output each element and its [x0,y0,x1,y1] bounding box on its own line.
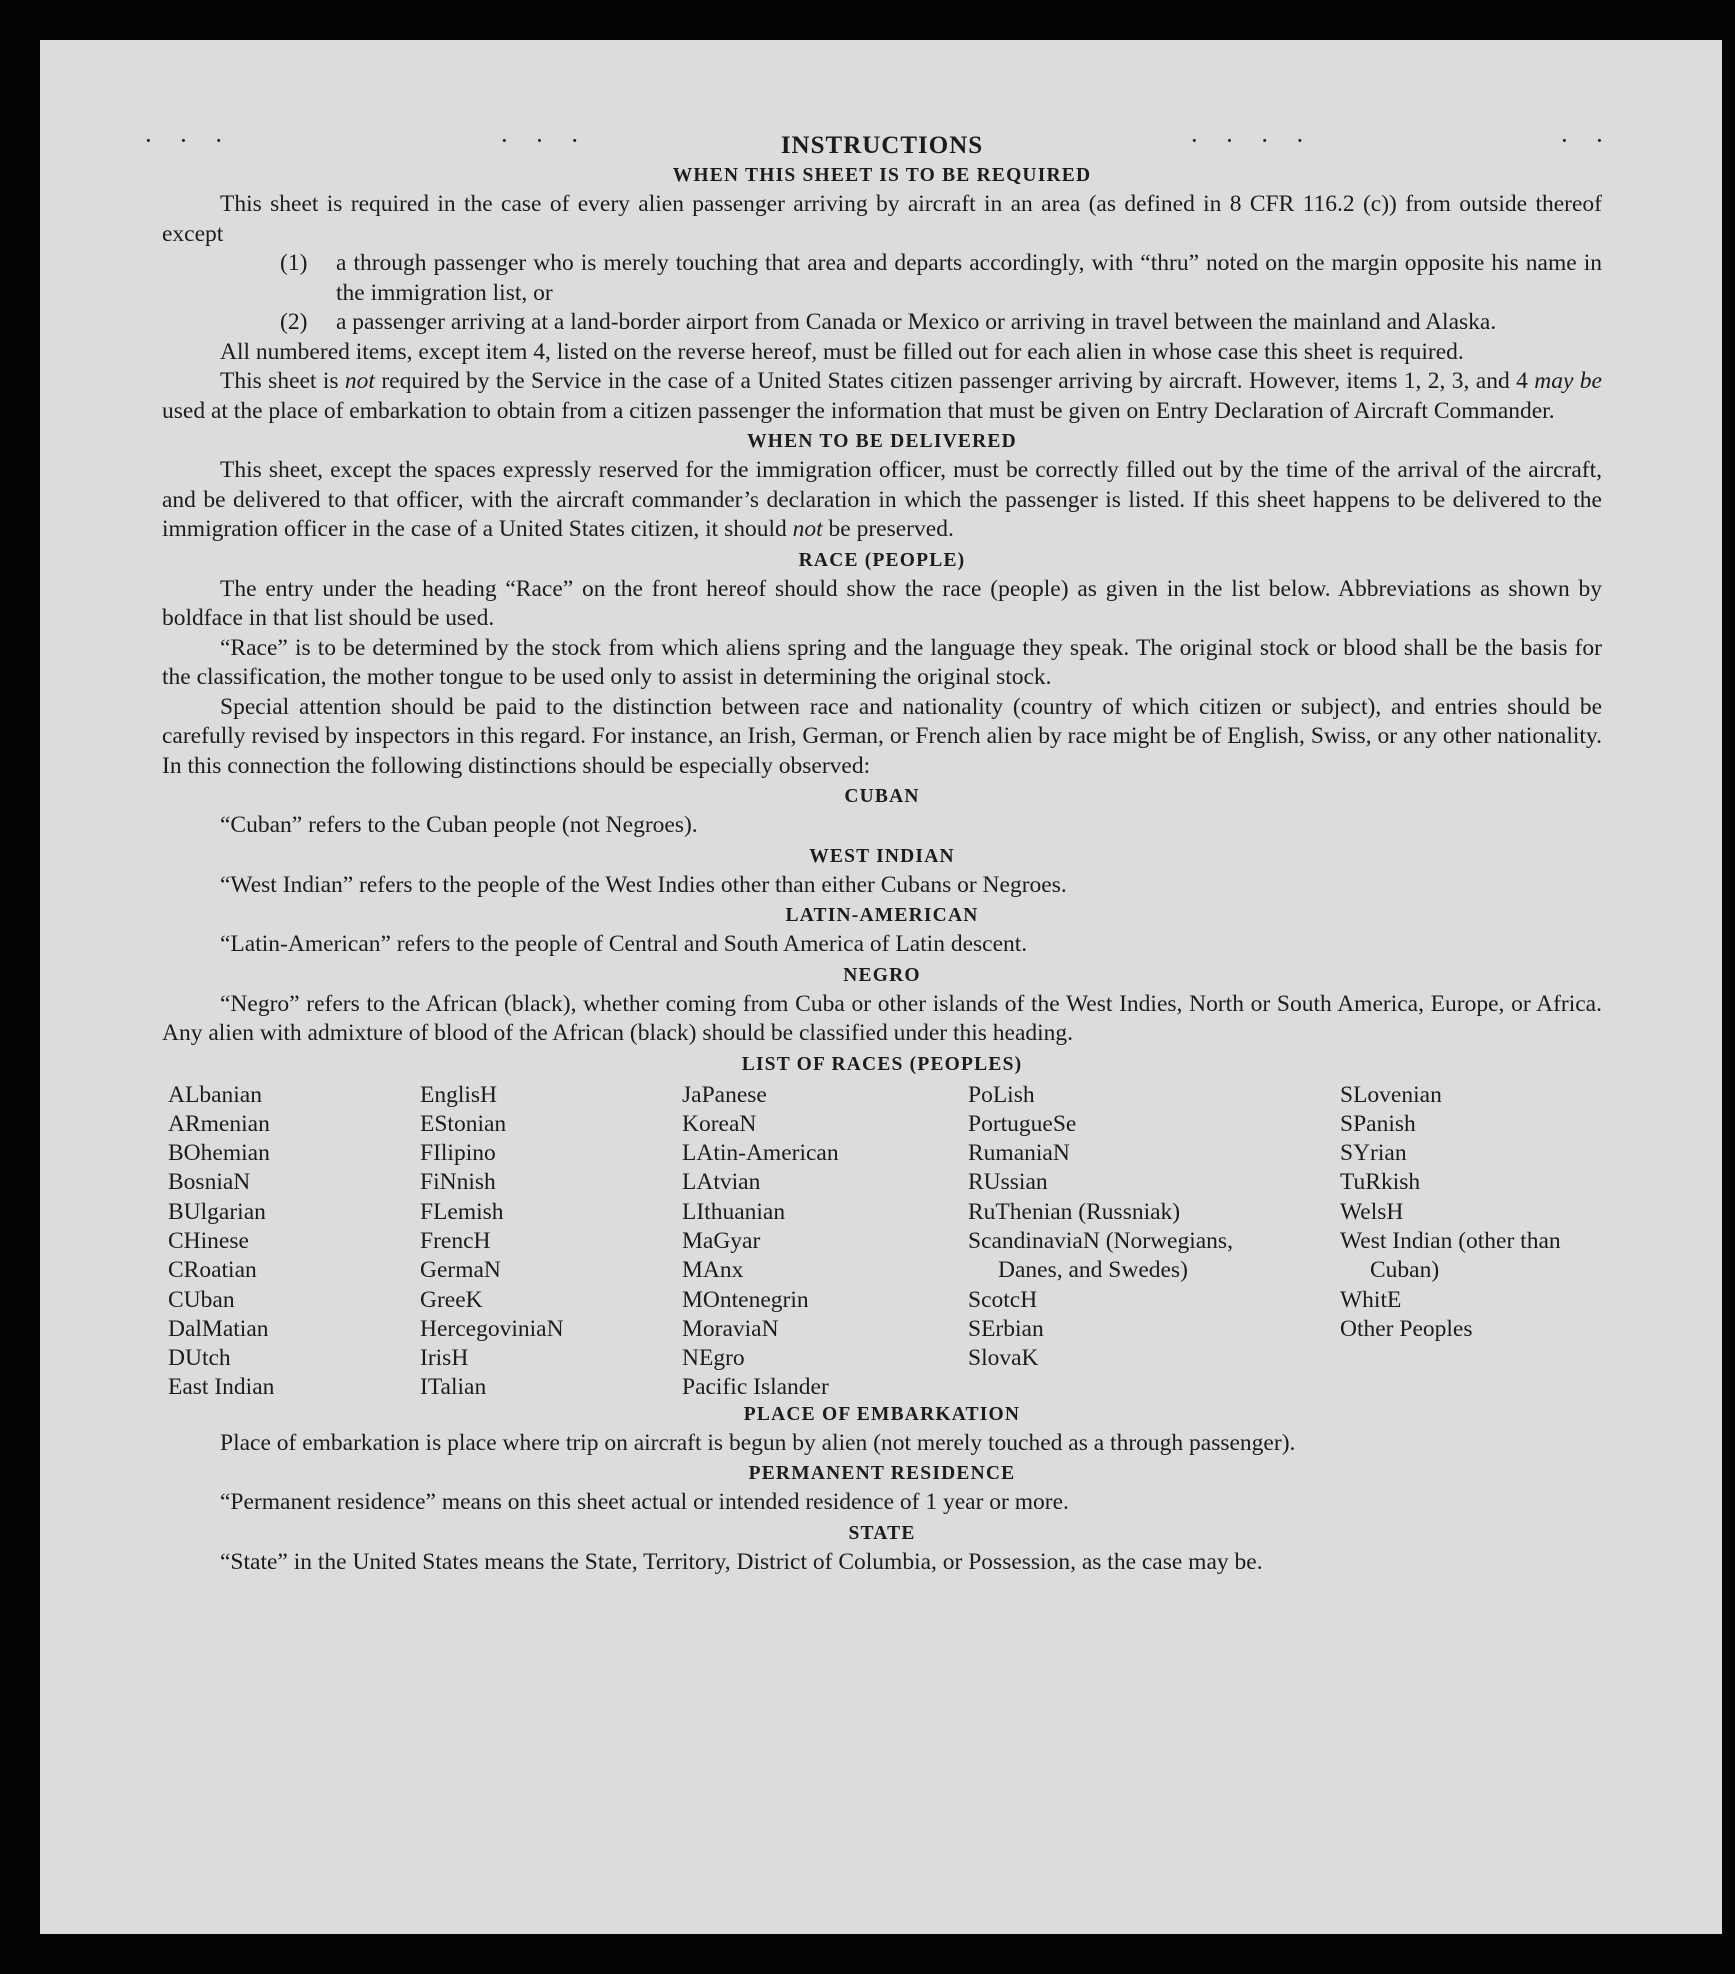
paragraph: “Latin-American” refers to the people of Central and South America of Latin descent. [220,931,1028,957]
emphasis: not [792,516,823,542]
race-item: LAtin-American [682,1140,839,1167]
race-item: WhitE [1340,1286,1402,1313]
heading-cuban: CUBAN [844,786,920,807]
race-item: SlovaK [968,1345,1039,1372]
race-item: GermaN [420,1257,501,1284]
heading-when-delivered: WHEN TO BE DELIVERED [747,431,1017,452]
race-item: DUtch [168,1345,231,1372]
text-run: be preserved. [822,516,954,542]
item-text: a through passenger who is merely touching that area and departs accordingly, with “thru” noted on the margin opposite his name in the immigration list, or [336,250,1602,306]
emphasis: may be [1534,368,1602,394]
page-title: INSTRUCTIONS [780,132,984,159]
race-item: PoLish [968,1081,1035,1108]
heading-state: STATE [848,1522,916,1544]
race-item: Pacific Islander [682,1374,829,1401]
race-item: IrisH [420,1345,469,1372]
race-item: West Indian (other than Cuban) [1340,1227,1561,1284]
race-item: JaPanese [682,1081,767,1108]
paragraph [162,367,1602,426]
heading-west-indian: WEST INDIAN [809,845,955,867]
race-item: CRoatian [168,1257,257,1284]
list-item [280,249,1602,308]
paragraph: All numbered items, except item 4, listed on the reverse hereof, must be filled out for each alien in whose case this sheet is required. [220,338,1464,365]
paragraph: Place of embarkation is place where trip on aircraft is begun by alien (not merely touched as a through passenger). [220,1429,1296,1456]
race-item: HercegoviniaN [420,1315,564,1342]
race-item: ScotcH [968,1286,1038,1313]
item-text: a passenger arriving at a land-border airport from Canada or Mexico or arriving in travel between the mainland and Alaska. [336,309,1497,335]
race-item: BosniaN [168,1169,251,1196]
race-item: DalMatian [168,1315,269,1342]
heading-embarkation: PLACE OF EMBARKATION [743,1403,1021,1425]
race-item: ALbanian [168,1081,262,1108]
paragraph: This sheet is required in the case of every alien passenger arriving by aircraft in an area (as defined in 8 CFR 116.2 (c)) from outside thereof except [162,191,1602,247]
race-item: MoraviaN [682,1315,779,1342]
page-dots: · · · [144,126,233,155]
race-item: ScandinaviaN (Norwegians, Danes, and Swedes) [968,1227,1233,1284]
race-item: RumaniaN [968,1140,1070,1167]
races-column-5 [1340,1081,1620,1345]
race-item: GreeK [420,1286,483,1313]
paragraph: “Cuban” refers to the Cuban people (not Negroes). [220,812,698,838]
race-item: MAnx [682,1257,744,1284]
list-item [280,308,1602,338]
race-item: PortugueSe [968,1110,1077,1137]
race-item: MaGyar [682,1227,761,1254]
item-number: (2) [280,309,308,335]
race-item: TuRkish [1340,1169,1421,1196]
page-dots: · · · [500,126,589,155]
race-item: KoreaN [682,1110,757,1137]
races-column-3 [682,1081,839,1403]
text-run: This sheet is [220,368,345,394]
heading-permanent-residence: PERMANENT RESIDENCE [748,1463,1016,1484]
race-item: Other Peoples [1340,1315,1473,1342]
paragraph: The entry under the heading “Race” on the front hereof should show the race (people) as given in the list below. Abbreviations as shown by boldface in that list should be used. [162,575,1602,631]
paragraph: “State” in the United States means the State, Territory, District of Columbia, or Possession, as the case may be. [220,1548,1263,1575]
race-item: RuThenian (Russniak) [968,1198,1181,1225]
race-item: WelsH [1340,1198,1404,1225]
text-run: required by the Service in the case of a United States citizen passenger arriving by aircraft. However, items 1, 2, 3, and 4 [374,368,1535,394]
race-item: FrencH [420,1227,491,1254]
race-item: EStonian [420,1110,507,1137]
race-item: East Indian [168,1374,275,1401]
paragraph: “West Indian” refers to the people of the West Indies other than either Cubans or Negroes. [220,871,1067,898]
races-column-1 [168,1081,274,1403]
instruction-sheet [40,40,1722,1934]
paragraph: “Race” is to be determined by the stock from which aliens spring and the language they speak. The original stock or blood shall be the basis for the classification, the mother tongue to be used only to assist in determining the original stock. [162,634,1602,690]
emphasis: not [344,368,375,394]
heading-race: RACE (PEOPLE) [798,549,966,571]
heading-when-required: WHEN THIS SHEET IS TO BE REQUIRED [672,165,1092,186]
heading-latin-american: LATIN-AMERICAN [785,905,979,926]
paragraph: “Permanent residence” means on this sheet actual or intended residence of 1 year or more. [220,1489,1069,1515]
race-item: CUban [168,1286,235,1313]
race-item: CHinese [168,1227,249,1254]
race-item: EnglisH [420,1081,498,1108]
race-item: FiNnish [420,1169,496,1196]
page-dots: · · · · [1190,126,1315,155]
text-run: used at the place of embarkation to obtain from a citizen passenger the information that must be given on Entry Declaration of Aircraft Commander. [162,397,1555,424]
race-item: SPanish [1340,1110,1416,1137]
races-column-4 [968,1081,1268,1374]
race-item: BOhemian [168,1140,270,1167]
races-column-2 [420,1081,564,1403]
race-item: SLovenian [1340,1081,1442,1108]
race-item: NEgro [682,1345,745,1372]
page-dots: · · [1560,126,1614,155]
race-item: ARmenian [168,1110,270,1137]
race-item: ITalian [420,1374,487,1401]
race-item: SErbian [968,1315,1044,1342]
race-item: RUssian [968,1169,1048,1196]
race-item: FLemish [420,1198,504,1225]
race-item: LAtvian [682,1169,761,1196]
races-list [162,1081,1602,1399]
heading-negro: NEGRO [843,964,921,986]
race-item: MOntenegrin [682,1286,809,1313]
race-item: SYrian [1340,1140,1407,1167]
race-item: FIlipino [420,1140,496,1167]
text-run: This sheet, except the spaces expressly reserved for the immigration officer, must be correctly filled out by the time of the arrival of the aircraft, and be delivered to that officer, with the aircraft commander’s declaration in which the passenger is listed. If this sheet happens to be delivered to the immigration officer in the case of a United States citizen, it should [162,457,1602,542]
paragraph: “Negro” refers to the African (black), whether coming from Cuba or other islands of the West Indies, North or South America, Europe, or Africa. Any alien with admixture of blood of the African (black) should be classified under this heading. [162,990,1602,1046]
item-number: (1) [280,250,308,276]
race-item: BUlgarian [168,1198,266,1225]
paragraph: Special attention should be paid to the distinction between race and nationality (country of which citizen or subject), and entries should be carefully revised by inspectors in this regard. For instance, an Irish, German, or French alien by race might be of English, Swiss, or any other nationality. In this connection the following distinctions should be especially observed: [162,693,1602,779]
heading-list-of-races: LIST OF RACES (PEOPLES) [741,1053,1023,1075]
race-item: LIthuanian [682,1198,786,1225]
paragraph [162,456,1602,545]
